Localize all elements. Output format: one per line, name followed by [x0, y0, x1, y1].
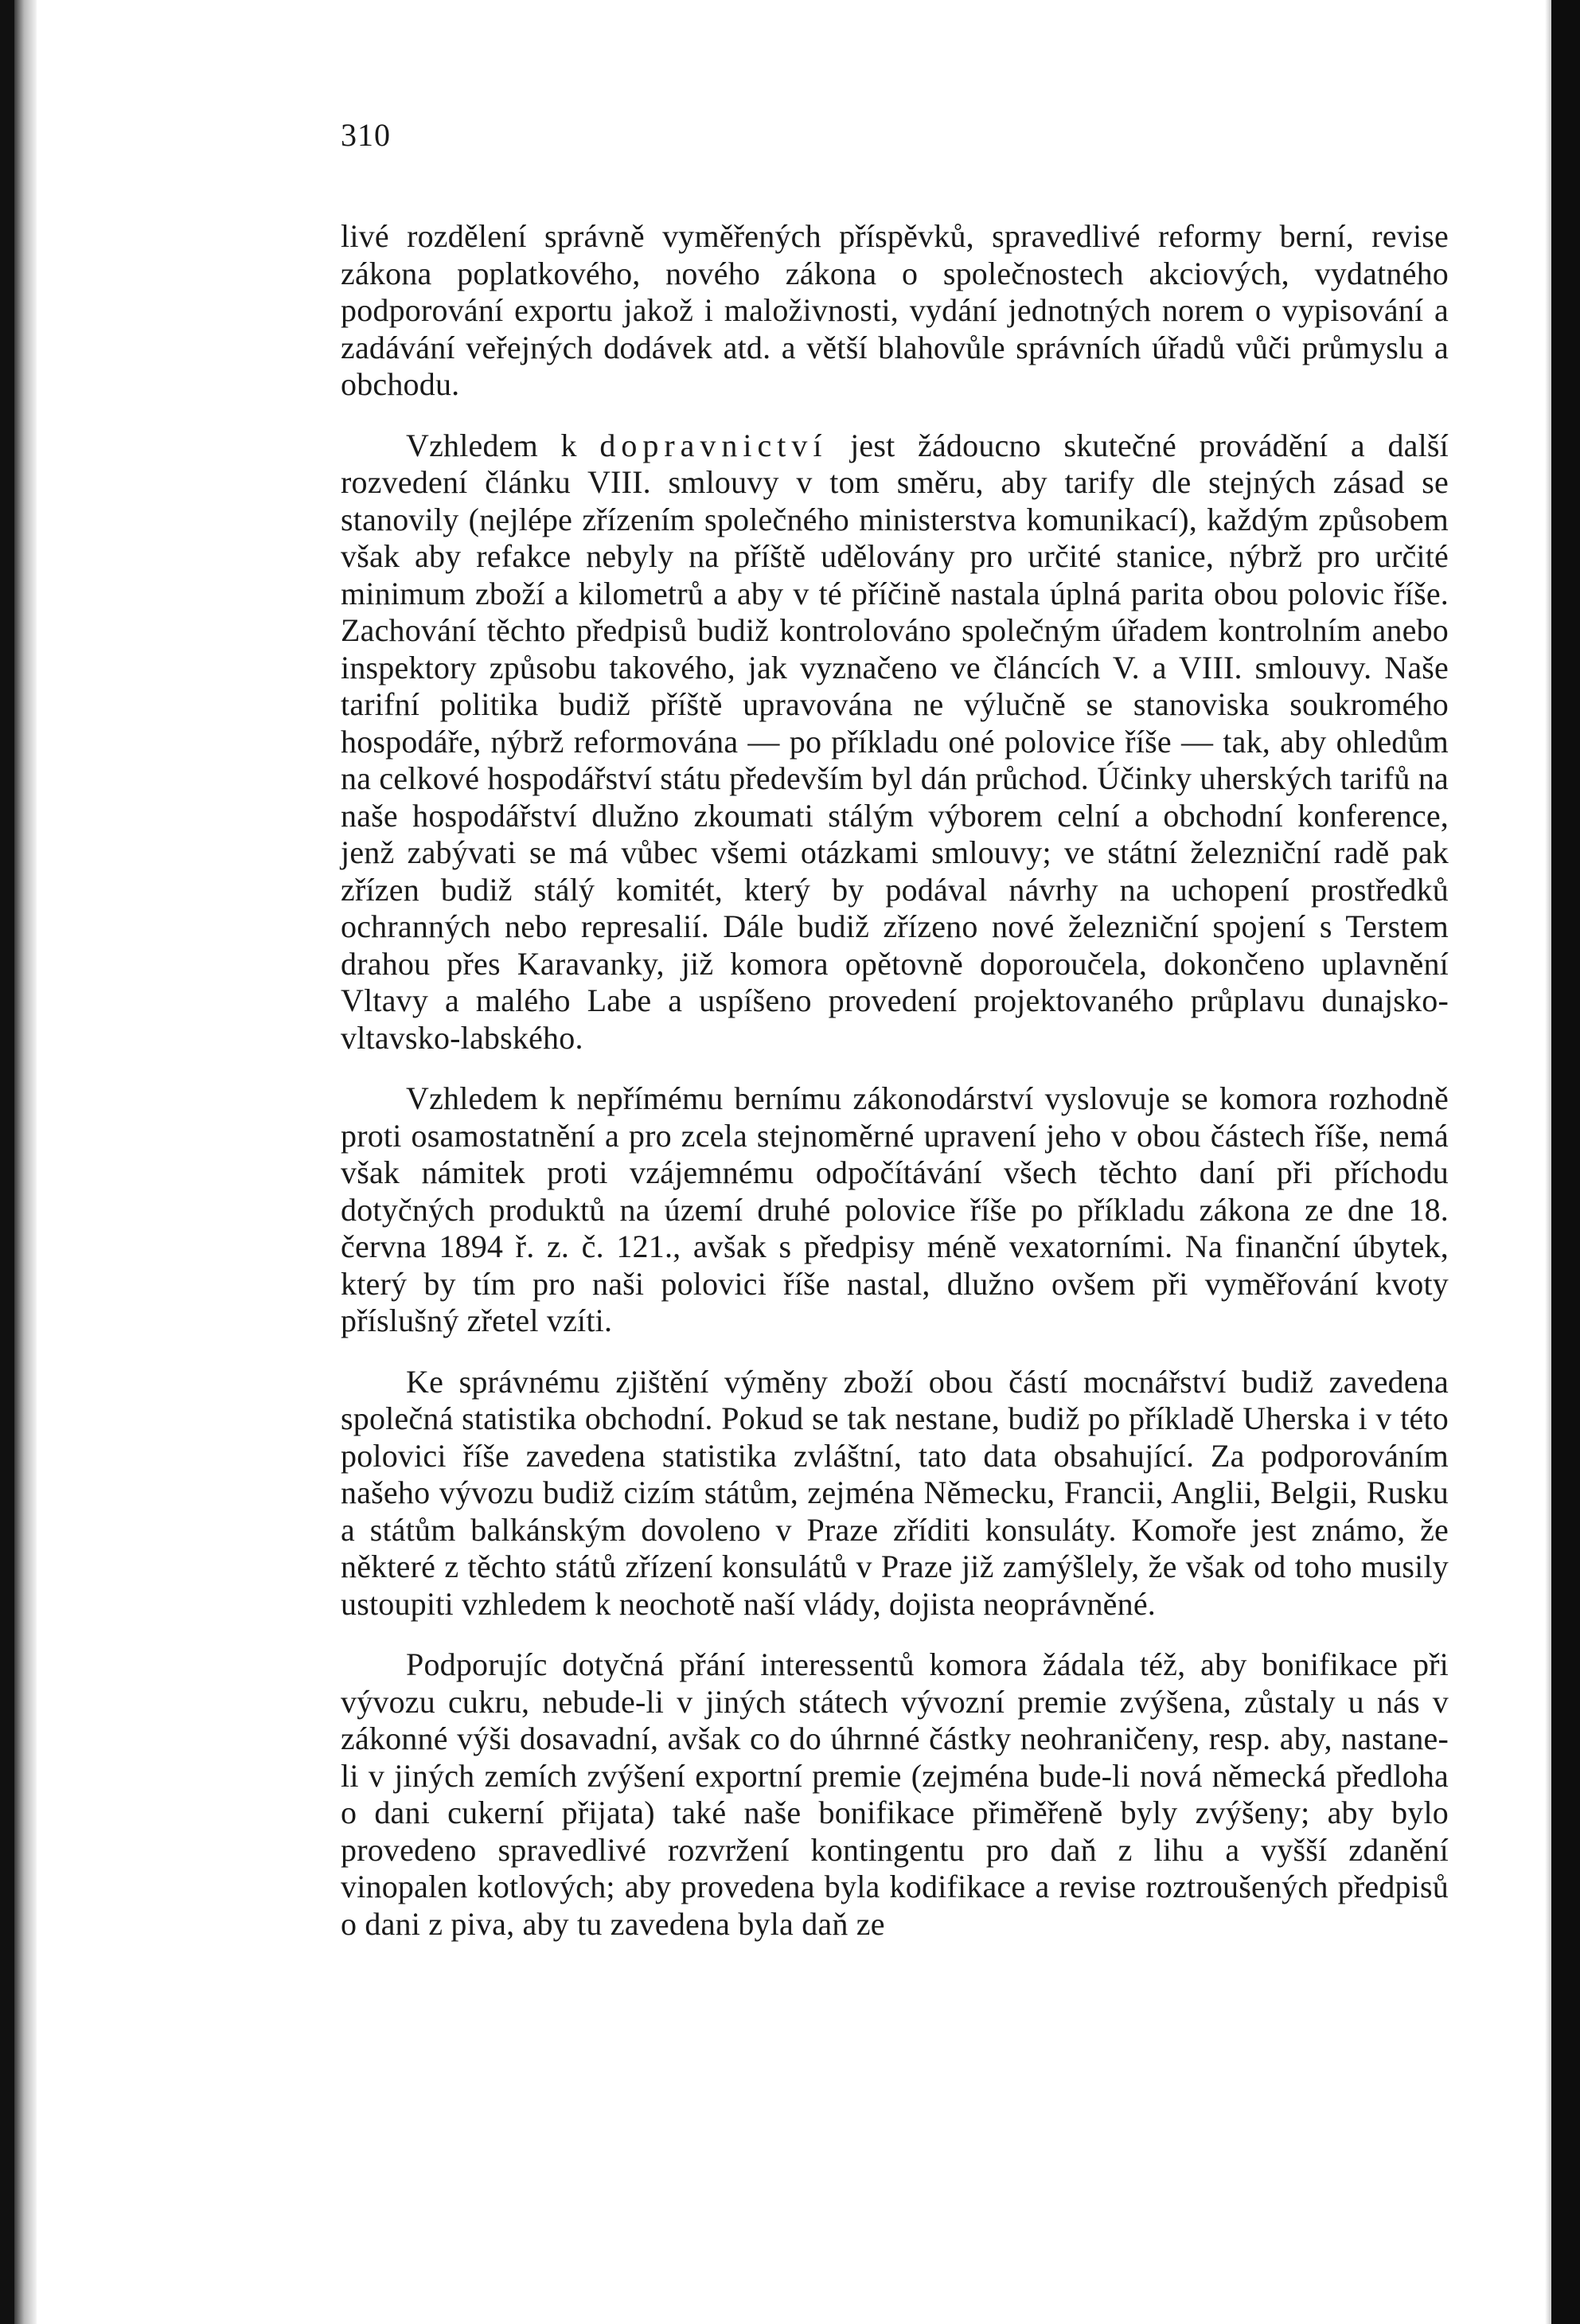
scan-border-right [1551, 0, 1580, 2324]
paragraph-2 [341, 428, 1449, 1057]
paragraph-4 [341, 1364, 1449, 1623]
page-number: 310 [341, 117, 391, 153]
paragraph-text: jest žádoucno skutečné provádění a další rozvedení článku VIII. smlouvy v tom směru, aby tarify dle stejných zásad se stanovily (nejlépe zřízením společného ministerstva komunikací), každým způsobem však aby refakce nebyly na příště udělovány pro určité stanice, nýbrž pro určité minimum zboží a kilometrů a aby v té příčině nastala úplná parita obou polovic říše. Zachování těchto předpisů budiž kontrolováno společným úřadem kontrolním anebo inspektory způsobu takového, jak vyznačeno ve článcích V. a VIII. smlouvy. Naše tarifní politika budiž příště upravována ne výlučně se stanoviska soukromého hospodáře, nýbrž reformována — po příkladu oné polovice říše — tak, aby ohledům na celkové hospodářství státu především byl dán průchod. Účinky uherských tarifů na naše hospodářství dlužno zkoumati stálým výborem celní a obchodní konference, jenž zabývati se má vůbec všemi otázkami smlouvy; ve státní železniční radě pak zřízen budiž stálý komitét, který by podával návrhy na uchopení prostředků ochranných nebo represalií. Dále budiž zřízeno nové železniční spojení s Terstem drahou přes Karavanky, již komora opětovně doporoučela, dokončeno uplavnění Vltavy a malého Labe a uspíšeno provedení projektovaného průplavu dunajsko-vltavsko-labského. [341, 427, 1449, 1056]
document-page [341, 111, 1449, 1967]
scan-shadow-left [14, 0, 37, 2324]
paragraph-5 [341, 1646, 1449, 1943]
paragraph-text: livé rozdělení správně vyměřených příspěvků, spravedlivé reformy berní, revise zákona poplatkového, nového zákona o společnostech akciových, vydatného podporování exportu jakož i maloživnosti, vydání jednotných norem o vypisování a zadávání veřejných dodávek atd. a větší blahovůle správních úřadů vůči průmyslu a obchodu. [341, 218, 1449, 402]
paragraph-1 [341, 218, 1449, 404]
scan-shadow-right [1545, 0, 1551, 2324]
paragraph-text: Podporujíc dotyčná přání interessentů komora žádala též, aby bonifikace při vývozu cukru, nebude-li v jiných státech vývozní premie zvýšena, zůstaly u nás v zákonné výši dosavadní, avšak co do úhrnné částky neohraničeny, resp. aby, nastane-li v jiných zemích zvýšení exportní premie (zejména bude-li nová německá předloha o dani cukerní přijata) také naše bonifikace přiměřeně byly zvýšeny; aby bylo provedeno spravedlivé rozvržení kontingentu pro daň z lihu a vyšší zdanění vinopalen kotlových; aby provedena byla kodifikace a revise roztroušených předpisů o dani z piva, aby tu zavedena byla daň ze [341, 1646, 1449, 1942]
paragraph-text: Vzhledem k [406, 427, 600, 463]
paragraph-3 [341, 1080, 1449, 1340]
paragraph-text: Ke správnému zjištění výměny zboží obou částí mocnářství budiž zavedena společná statistika obchodní. Pokud se tak nestane, budiž po příkladě Uherska i v této polovici říše zavedena statistika zvláštní, tato data obsahující. Za podporováním našeho vývozu budiž cizím státům, zejména Německu, Francii, Anglii, Belgii, Rusku a státům balkánským dovoleno v Praze zříditi konsuláty. Komoře jest známo, že některé z těchto států zřízení konsulátů v Praze již zamýšlely, že však od toho musily ustoupiti vzhledem k neochotě naší vlády, dojista neoprávněné. [341, 1363, 1449, 1622]
emphasized-term: dopravnictví [599, 427, 828, 463]
scan-border-left [0, 0, 14, 2324]
paragraph-text: Vzhledem k nepřímému bernímu zákonodárství vyslovuje se komora rozhodně proti osamostatnění a pro zcela stejnoměrné upravení jeho v obou částech říše, nemá však námitek proti vzájemnému odpočítávání všech těchto daní při příchodu dotyčných produktů na území druhé polovice říše po příkladu zákona ze dne 18. června 1894 ř. z. č. 121., avšak s předpisy méně vexatorními. Na finanční úbytek, který by tím pro naši polovici říše nastal, dlužno ovšem při vyměřování kvoty příslušný zřetel vzíti. [341, 1080, 1449, 1338]
